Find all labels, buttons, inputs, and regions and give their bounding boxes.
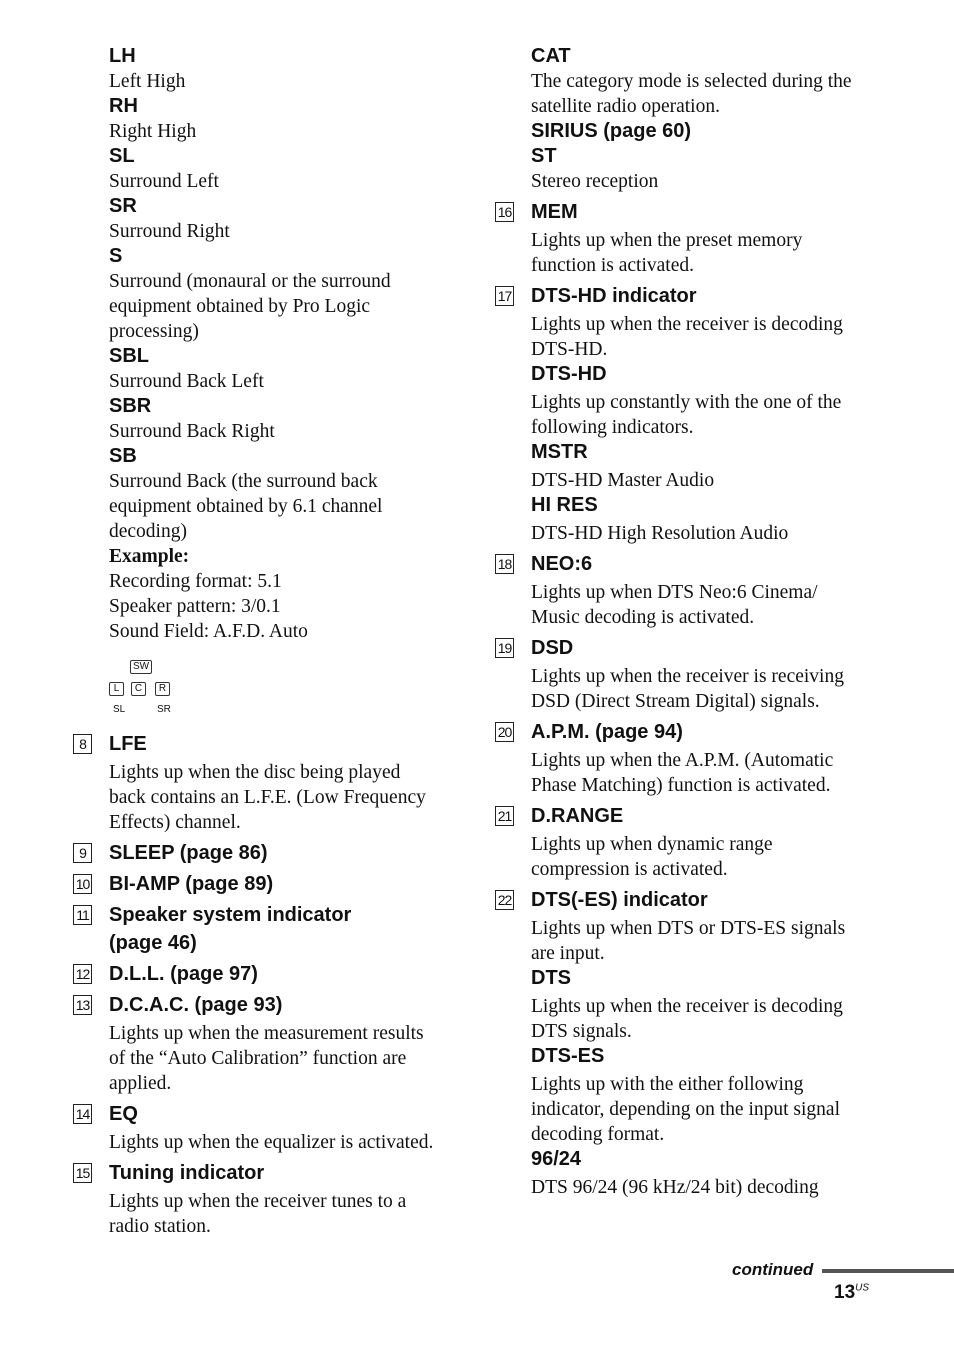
sub-indicator-description-line: DTS 96/24 (96 kHz/24 bit) decoding <box>531 1177 819 1198</box>
channel-entry <box>73 244 453 344</box>
channel-entry <box>73 194 453 244</box>
sub-indicator-code: 96/24 <box>531 1148 582 1170</box>
sub-indicator-description-line: indicator, depending on the input signal <box>531 1099 840 1120</box>
channel-code: ST <box>531 145 557 167</box>
sub-indicator-description-line: decoding format. <box>531 1124 665 1145</box>
channel-entry <box>495 144 875 194</box>
example-line: Sound Field: A.F.D. Auto <box>109 621 308 642</box>
speaker-label-sl: SL <box>113 704 126 715</box>
channel-description-line: Surround Back (the surround back <box>109 471 378 492</box>
channel-description-line: Surround Right <box>109 221 230 242</box>
item-title: BI-AMP (page 89) <box>109 873 274 895</box>
item-title: DTS-HD indicator <box>531 285 697 307</box>
example-line: Recording format: 5.1 <box>109 571 282 592</box>
item-description-line: DTS-HD. <box>531 339 608 360</box>
sub-indicator-code: HI RES <box>531 494 598 516</box>
item-number-badge: 9 <box>73 843 92 863</box>
item-title: EQ <box>109 1103 138 1125</box>
item-title: DSD <box>531 637 574 659</box>
channel-code: SBL <box>109 345 149 367</box>
page-number-suffix: US <box>855 1282 870 1294</box>
sub-indicator-description-line: Lights up when the receiver is decoding <box>531 996 843 1017</box>
channel-description-line: Surround Left <box>109 171 219 192</box>
item-title: LFE <box>109 733 147 755</box>
item-number-badge: 20 <box>495 722 514 742</box>
item-description-line: back contains an L.F.E. (Low Frequency <box>109 787 426 808</box>
item-description-line: Lights up when the receiver tunes to a <box>109 1191 407 1212</box>
item-description-line: Lights up when the measurement results <box>109 1023 424 1044</box>
item-title: A.P.M. (page 94) <box>531 721 683 743</box>
item-number-badge: 18 <box>495 554 514 574</box>
item-number-badge: 11 <box>73 905 92 925</box>
channel-description-line: Right High <box>109 121 197 142</box>
item-description-line: Lights up when the disc being played <box>109 762 401 783</box>
indicator-item <box>495 804 875 882</box>
sub-indicator-description-line: Lights up with the either following <box>531 1074 804 1095</box>
item-description-line: Lights up when the receiver is decoding <box>531 314 843 335</box>
example-line: Speaker pattern: 3/0.1 <box>109 596 281 617</box>
indicator-item <box>73 1161 453 1239</box>
indicator-item <box>73 962 453 987</box>
channel-code: SR <box>109 195 137 217</box>
channel-code: S <box>109 245 123 267</box>
channel-code: SL <box>109 145 135 167</box>
sub-indicator-code: DTS <box>531 967 571 989</box>
item-description-line: Phase Matching) function is activated. <box>531 775 831 796</box>
channel-description-line: Surround Back Left <box>109 371 264 392</box>
channel-entry <box>495 119 875 144</box>
item-description-line: DSD (Direct Stream Digital) signals. <box>531 691 820 712</box>
indicator-item <box>495 284 875 546</box>
continued-label: continued <box>732 1260 814 1279</box>
example-block <box>73 544 453 644</box>
item-title: MEM <box>531 201 578 223</box>
indicator-item <box>495 200 875 278</box>
channel-code: RH <box>109 95 138 117</box>
sub-indicator-code: DTS-ES <box>531 1045 605 1067</box>
item-title: D.L.L. (page 97) <box>109 963 258 985</box>
item-description-line: radio station. <box>109 1216 211 1237</box>
indicator-item <box>495 636 875 714</box>
continued-rule <box>822 1269 954 1273</box>
speaker-pattern-diagram <box>73 660 453 720</box>
item-number-badge: 19 <box>495 638 514 658</box>
item-description-line: Lights up when dynamic range <box>531 834 773 855</box>
indicator-item <box>73 841 453 866</box>
item-number-badge: 21 <box>495 806 514 826</box>
channel-entry <box>495 44 875 119</box>
example-label: Example: <box>109 546 190 567</box>
item-description-line: Lights up when DTS or DTS-ES signals <box>531 918 846 939</box>
sub-indicator-code: DTS-HD <box>531 363 607 385</box>
channel-description-line: Surround Back Right <box>109 421 275 442</box>
speaker-box-l: L <box>109 682 124 696</box>
item-description-line: function is activated. <box>531 255 694 276</box>
indicator-item <box>495 720 875 798</box>
item-number-badge: 22 <box>495 890 514 910</box>
channel-description-line: decoding) <box>109 521 187 542</box>
page-number <box>834 1282 869 1304</box>
speaker-label-sr: SR <box>157 704 171 715</box>
item-description-line: Lights up when the A.P.M. (Automatic <box>531 750 834 771</box>
page-number-value: 13 <box>834 1282 856 1303</box>
channel-description-line: equipment obtained by Pro Logic <box>109 296 371 317</box>
item-title: Speaker system indicator <box>109 904 352 926</box>
item-number-badge: 10 <box>73 874 92 894</box>
sub-indicator-code: MSTR <box>531 441 588 463</box>
indicator-item <box>73 903 453 956</box>
channel-description-line: Left High <box>109 71 186 92</box>
channel-code: CAT <box>531 45 571 67</box>
item-title: SLEEP (page 86) <box>109 842 268 864</box>
channel-entry <box>73 144 453 194</box>
channel-code: SBR <box>109 395 152 417</box>
item-description-line: Lights up when the equalizer is activated. <box>109 1132 434 1153</box>
sub-indicator-description-line: DTS-HD Master Audio <box>531 470 715 491</box>
item-title: DTS(-ES) indicator <box>531 889 708 911</box>
speaker-box-c: C <box>131 682 146 696</box>
indicator-item <box>495 552 875 630</box>
channel-entry <box>73 394 453 444</box>
item-description-line: Effects) channel. <box>109 812 241 833</box>
item-number-badge: 12 <box>73 964 92 984</box>
indicator-item <box>73 993 453 1096</box>
item-number-badge: 13 <box>73 995 92 1015</box>
channel-entry <box>73 94 453 144</box>
item-description-line: compression is activated. <box>531 859 728 880</box>
channel-description-line: equipment obtained by 6.1 channel <box>109 496 383 517</box>
channel-description-line: Surround (monaural or the surround <box>109 271 391 292</box>
indicator-item <box>73 872 453 897</box>
item-title: Tuning indicator <box>109 1162 265 1184</box>
channel-description-line: processing) <box>109 321 199 342</box>
indicator-item <box>73 1102 453 1155</box>
item-description-line: Lights up when the preset memory <box>531 230 803 251</box>
left-column <box>73 44 453 1239</box>
item-title: NEO:6 <box>531 553 593 575</box>
item-number-badge: 16 <box>495 202 514 222</box>
sub-indicator-description-line: DTS signals. <box>531 1021 632 1042</box>
channel-entry <box>73 444 453 544</box>
sub-indicator-description-line: following indicators. <box>531 417 694 438</box>
channel-entry <box>73 344 453 394</box>
item-description-line: are input. <box>531 943 605 964</box>
indicator-item <box>73 732 453 835</box>
speaker-box-r: R <box>155 682 170 696</box>
item-description-line: Lights up when the receiver is receiving <box>531 666 844 687</box>
channel-entry <box>73 44 453 94</box>
channel-code: SIRIUS (page 60) <box>531 120 692 142</box>
channel-description-line: The category mode is selected during the <box>531 71 852 92</box>
sub-indicator-description-line: Lights up constantly with the one of the <box>531 392 842 413</box>
item-title: D.C.A.C. (page 93) <box>109 994 283 1016</box>
indicator-item <box>495 888 875 1200</box>
item-number-badge: 17 <box>495 286 514 306</box>
speaker-box-sw: SW <box>130 660 152 674</box>
item-description-line: applied. <box>109 1073 172 1094</box>
right-column <box>495 44 875 1200</box>
item-title: (page 46) <box>109 932 197 954</box>
item-description-line: Music decoding is activated. <box>531 607 755 628</box>
channel-description-line: Stereo reception <box>531 171 659 192</box>
item-description-line: of the “Auto Calibration” function are <box>109 1048 407 1069</box>
item-title: D.RANGE <box>531 805 624 827</box>
item-description-line: Lights up when DTS Neo:6 Cinema/ <box>531 582 818 603</box>
sub-indicator-description-line: DTS-HD High Resolution Audio <box>531 523 789 544</box>
channel-code: SB <box>109 445 137 467</box>
item-number-badge: 15 <box>73 1163 92 1183</box>
channel-description-line: satellite radio operation. <box>531 96 720 117</box>
channel-code: LH <box>109 45 136 67</box>
item-number-badge: 8 <box>73 734 92 754</box>
item-number-badge: 14 <box>73 1104 92 1124</box>
